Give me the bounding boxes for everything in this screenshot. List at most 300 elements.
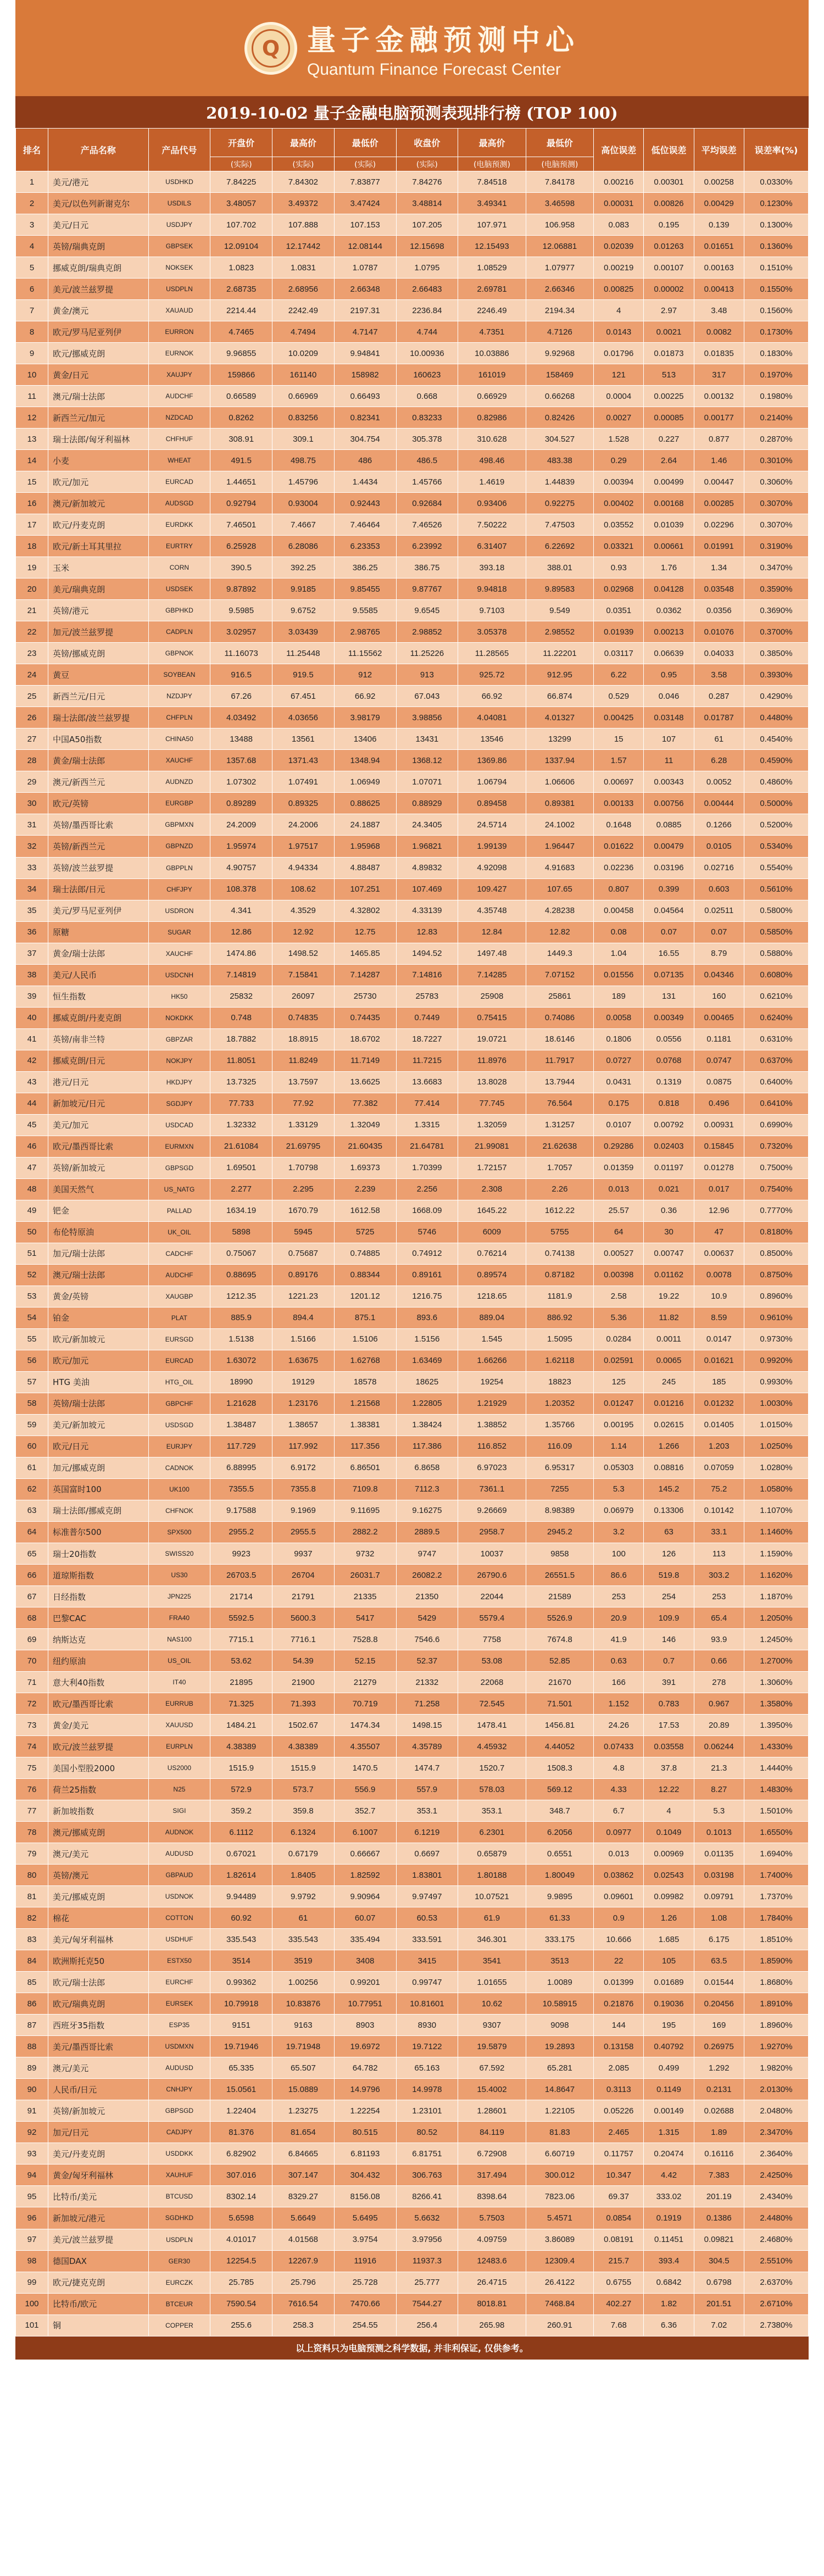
high-cell: 1498.52 (272, 943, 335, 964)
rank-cell: 60 (16, 1436, 48, 1457)
high-cell: 3519 (272, 1950, 335, 1972)
rank-cell: 15 (16, 471, 48, 493)
close-cell: 0.88929 (396, 793, 458, 814)
err-avg-cell: 0.01787 (694, 707, 744, 728)
low-cell: 80.515 (334, 2122, 396, 2143)
err-avg-cell: 0.287 (694, 686, 744, 707)
err-low-cell: 0.01039 (644, 514, 694, 536)
product-name-cell: 英镑/波兰兹罗提 (48, 857, 149, 878)
err-high-cell: 0.08 (594, 921, 644, 943)
pred-low-cell: 81.83 (526, 2122, 593, 2143)
err-low-cell: 0.13306 (644, 1500, 694, 1521)
close-cell: 1.63469 (396, 1350, 458, 1371)
rank-cell: 49 (16, 1200, 48, 1221)
err-avg-cell: 8.59 (694, 1307, 744, 1328)
pred-high-cell: 1478.41 (458, 1715, 526, 1736)
low-cell: 21335 (334, 1586, 396, 1607)
rank-cell: 25 (16, 686, 48, 707)
low-cell: 70.719 (334, 1693, 396, 1715)
low-cell: 24.1887 (334, 814, 396, 836)
open-cell: 9.94489 (210, 1886, 272, 1907)
err-avg-cell: 0.01076 (694, 621, 744, 643)
product-code-cell: ESP35 (148, 2015, 210, 2036)
err-pct-cell: 0.7320% (744, 1136, 808, 1157)
low-cell: 5.6495 (334, 2207, 396, 2229)
rank-cell: 35 (16, 900, 48, 921)
product-code-cell: XAUCHF (148, 943, 210, 964)
err-pct-cell: 0.3470% (744, 557, 808, 578)
rank-cell: 26 (16, 707, 48, 728)
product-code-cell: USDSEK (148, 578, 210, 600)
err-avg-cell: 303.2 (694, 1565, 744, 1586)
pred-low-cell: 886.92 (526, 1307, 593, 1328)
err-low-cell: 63 (644, 1521, 694, 1543)
product-code-cell: EURJPY (148, 1436, 210, 1457)
err-pct-cell: 0.2140% (744, 407, 808, 429)
product-name-cell: 美元/日元 (48, 214, 149, 236)
open-cell: 5898 (210, 1221, 272, 1243)
open-cell: 1474.86 (210, 943, 272, 964)
close-cell: 11.25226 (396, 643, 458, 664)
open-cell: 7.14819 (210, 964, 272, 986)
table-row (16, 2186, 809, 2207)
err-low-cell: 0.021 (644, 1178, 694, 1200)
err-low-cell: 0.0885 (644, 814, 694, 836)
err-low-cell: 131 (644, 986, 694, 1007)
table-row (16, 1800, 809, 1822)
pred-high-cell: 310.628 (458, 429, 526, 450)
pred-high-cell: 393.18 (458, 557, 526, 578)
high-cell: 21900 (272, 1672, 335, 1693)
open-cell: 21895 (210, 1672, 272, 1693)
product-code-cell: XAUAUD (148, 300, 210, 321)
err-low-cell: 1.26 (644, 1907, 694, 1929)
err-pct-cell: 0.3190% (744, 536, 808, 557)
pred-high-cell: 1218.65 (458, 1286, 526, 1307)
close-cell: 1.5156 (396, 1328, 458, 1350)
product-name-cell: 英镑/挪威克朗 (48, 643, 149, 664)
pred-low-cell: 65.281 (526, 2057, 593, 2079)
product-code-cell: NZDCAD (148, 407, 210, 429)
err-low-cell: 146 (644, 1629, 694, 1650)
product-name-cell: 黄金/英镑 (48, 1286, 149, 1307)
err-low-cell: 0.11451 (644, 2229, 694, 2250)
table-row (16, 1607, 809, 1629)
high-cell: 4.01568 (272, 2229, 335, 2250)
high-cell: 10.0209 (272, 343, 335, 364)
low-cell: 1201.12 (334, 1286, 396, 1307)
product-code-cell: JPN225 (148, 1586, 210, 1607)
low-cell: 0.88344 (334, 1264, 396, 1286)
err-pct-cell: 2.0480% (744, 2100, 808, 2122)
pred-high-cell: 7.50222 (458, 514, 526, 536)
err-low-cell: 126 (644, 1543, 694, 1565)
high-cell: 11.8249 (272, 1050, 335, 1071)
open-cell: 9.96855 (210, 343, 272, 364)
table-row (16, 1757, 809, 1779)
high-cell: 3.49372 (272, 193, 335, 214)
table-row (16, 429, 809, 450)
err-high-cell: 0.00398 (594, 1264, 644, 1286)
close-cell: 12.83 (396, 921, 458, 943)
table-row (16, 2293, 809, 2314)
err-high-cell: 6.7 (594, 1800, 644, 1822)
err-low-cell: 30 (644, 1221, 694, 1243)
err-low-cell: 0.0556 (644, 1028, 694, 1050)
close-cell: 5746 (396, 1221, 458, 1243)
high-cell: 2242.49 (272, 300, 335, 321)
rank-cell: 6 (16, 279, 48, 300)
close-cell: 1498.15 (396, 1715, 458, 1736)
pred-low-cell: 19.2893 (526, 2036, 593, 2057)
err-high-cell: 64 (594, 1221, 644, 1243)
err-pct-cell: 1.2450% (744, 1629, 808, 1650)
close-cell: 26082.2 (396, 1565, 458, 1586)
table-row (16, 2165, 809, 2186)
rank-cell: 13 (16, 429, 48, 450)
product-name-cell: 美元/波兰兹罗提 (48, 279, 149, 300)
pred-low-cell: 304.527 (526, 429, 593, 450)
pred-high-cell: 66.92 (458, 686, 526, 707)
pred-high-cell: 1.21929 (458, 1393, 526, 1414)
high-cell: 7.4667 (272, 514, 335, 536)
table-row (16, 2036, 809, 2057)
close-cell: 3.97956 (396, 2229, 458, 2250)
open-cell: 7355.5 (210, 1478, 272, 1500)
err-high-cell: 0.0143 (594, 321, 644, 343)
product-code-cell: USDHKD (148, 171, 210, 193)
err-high-cell: 0.13158 (594, 2036, 644, 2057)
product-code-cell: GBPCHF (148, 1393, 210, 1414)
close-cell: 3415 (396, 1950, 458, 1972)
open-cell: 308.91 (210, 429, 272, 450)
close-cell: 11.7215 (396, 1050, 458, 1071)
high-cell: 6.28086 (272, 536, 335, 557)
err-high-cell: 0.00031 (594, 193, 644, 214)
product-code-cell: GBPMXN (148, 814, 210, 836)
err-high-cell: 1.14 (594, 1436, 644, 1457)
err-avg-cell: 278 (694, 1672, 744, 1693)
err-high-cell: 0.01622 (594, 836, 644, 857)
err-high-cell: 1.04 (594, 943, 644, 964)
close-cell: 19.7122 (396, 2036, 458, 2057)
product-code-cell: CHFJPY (148, 878, 210, 900)
product-code-cell: USDCAD (148, 1114, 210, 1136)
table-row (16, 471, 809, 493)
product-code-cell: EURCAD (148, 1350, 210, 1371)
err-avg-cell: 1.89 (694, 2122, 744, 2143)
close-cell: 13.6683 (396, 1071, 458, 1093)
table-row (16, 343, 809, 364)
err-low-cell: 0.1149 (644, 2079, 694, 2100)
pred-low-cell: 1.62118 (526, 1350, 593, 1371)
err-avg-cell: 0.00465 (694, 1007, 744, 1028)
err-pct-cell: 1.2050% (744, 1607, 808, 1629)
rank-cell: 75 (16, 1757, 48, 1779)
product-code-cell: XAUUSD (148, 1715, 210, 1736)
pred-low-cell: 1.7057 (526, 1157, 593, 1178)
pred-high-cell: 1.66266 (458, 1350, 526, 1371)
product-name-cell: 黄金/澳元 (48, 300, 149, 321)
open-cell: 255.6 (210, 2314, 272, 2336)
err-low-cell: 12.22 (644, 1779, 694, 1800)
err-high-cell: 0.6755 (594, 2272, 644, 2293)
product-code-cell: AUDUSD (148, 2057, 210, 2079)
product-code-cell: EURCZK (148, 2272, 210, 2293)
pred-high-cell: 3541 (458, 1950, 526, 1972)
pred-high-cell: 4.09759 (458, 2229, 526, 2250)
pred-high-cell: 12.84 (458, 921, 526, 943)
err-high-cell: 0.0351 (594, 600, 644, 621)
rank-cell: 24 (16, 664, 48, 686)
product-code-cell: SGDHKD (148, 2207, 210, 2229)
err-avg-cell: 8.79 (694, 943, 744, 964)
err-high-cell: 0.1648 (594, 814, 644, 836)
product-code-cell: GBPSGD (148, 1157, 210, 1178)
pred-low-cell: 1.96447 (526, 836, 593, 857)
rank-cell: 19 (16, 557, 48, 578)
product-name-cell: 欧洲斯托克50 (48, 1950, 149, 1972)
high-cell: 1515.9 (272, 1757, 335, 1779)
err-high-cell: 0.00133 (594, 793, 644, 814)
product-code-cell: EURRON (148, 321, 210, 343)
err-high-cell: 15 (594, 728, 644, 750)
open-cell: 1.21628 (210, 1393, 272, 1414)
err-avg-cell: 0.603 (694, 878, 744, 900)
open-cell: 0.75067 (210, 1243, 272, 1264)
err-low-cell: 0.1319 (644, 1071, 694, 1093)
err-avg-cell: 0.0875 (694, 1071, 744, 1093)
pred-high-cell: 1497.48 (458, 943, 526, 964)
pred-low-cell: 2.26 (526, 1178, 593, 1200)
high-cell: 4.94334 (272, 857, 335, 878)
err-avg-cell: 0.00931 (694, 1114, 744, 1136)
high-cell: 11.25448 (272, 643, 335, 664)
table-row (16, 1907, 809, 1929)
open-cell: 1.22404 (210, 2100, 272, 2122)
err-low-cell: 105 (644, 1950, 694, 1972)
err-low-cell: 0.00747 (644, 1243, 694, 1264)
product-name-cell: 澳元/美元 (48, 2057, 149, 2079)
table-row (16, 1136, 809, 1157)
rank-cell: 98 (16, 2250, 48, 2272)
high-cell: 0.67179 (272, 1843, 335, 1865)
close-cell: 3.98856 (396, 707, 458, 728)
err-low-cell: 1.685 (644, 1929, 694, 1950)
err-low-cell: 0.36 (644, 1200, 694, 1221)
col-rank: 排名 (16, 129, 48, 171)
open-cell: 2.68735 (210, 279, 272, 300)
high-cell: 81.654 (272, 2122, 335, 2143)
close-cell: 1.07071 (396, 771, 458, 793)
product-name-cell: 欧元/罗马尼亚列伊 (48, 321, 149, 343)
pred-high-cell: 1.01655 (458, 1972, 526, 1993)
err-pct-cell: 0.4480% (744, 707, 808, 728)
rank-cell: 84 (16, 1950, 48, 1972)
err-avg-cell: 0.00132 (694, 386, 744, 407)
open-cell: 491.5 (210, 450, 272, 471)
close-cell: 13431 (396, 728, 458, 750)
product-code-cell: US30 (148, 1565, 210, 1586)
table-row (16, 2079, 809, 2100)
pred-low-cell: 1.35766 (526, 1414, 593, 1436)
high-cell: 12.17442 (272, 236, 335, 257)
product-code-cell: EURRUB (148, 1693, 210, 1715)
pred-low-cell: 14.8647 (526, 2079, 593, 2100)
pred-high-cell: 9.94818 (458, 578, 526, 600)
high-cell: 7.15841 (272, 964, 335, 986)
rank-cell: 18 (16, 536, 48, 557)
table-row (16, 621, 809, 643)
err-low-cell: 11 (644, 750, 694, 771)
open-cell: 2955.2 (210, 1521, 272, 1543)
err-high-cell: 0.807 (594, 878, 644, 900)
err-pct-cell: 0.1550% (744, 279, 808, 300)
rank-cell: 101 (16, 2314, 48, 2336)
err-pct-cell: 1.0280% (744, 1457, 808, 1478)
high-cell: 6.9172 (272, 1457, 335, 1478)
high-cell: 5945 (272, 1221, 335, 1243)
pred-low-cell: 3.46598 (526, 193, 593, 214)
close-cell: 4.89832 (396, 857, 458, 878)
rank-cell: 3 (16, 214, 48, 236)
pred-low-cell: 26.4122 (526, 2272, 593, 2293)
open-cell: 4.341 (210, 900, 272, 921)
err-pct-cell: 0.9610% (744, 1307, 808, 1328)
low-cell: 13406 (334, 728, 396, 750)
product-code-cell: EURCHF (148, 1972, 210, 1993)
err-low-cell: 16.55 (644, 943, 694, 964)
rank-cell: 78 (16, 1822, 48, 1843)
pred-low-cell: 106.958 (526, 214, 593, 236)
err-avg-cell: 0.10142 (694, 1500, 744, 1521)
product-name-cell: 欧元/瑞士法郎 (48, 1972, 149, 1993)
col-close: 收盘价 (396, 129, 458, 157)
high-cell: 2.295 (272, 1178, 335, 1200)
header-banner (15, 0, 809, 96)
open-cell: 13488 (210, 728, 272, 750)
rank-cell: 64 (16, 1521, 48, 1543)
err-high-cell: 0.01399 (594, 1972, 644, 1993)
close-cell: 117.386 (396, 1436, 458, 1457)
product-code-cell: USDMXN (148, 2036, 210, 2057)
high-cell: 9163 (272, 2015, 335, 2036)
pred-high-cell: 2958.7 (458, 1521, 526, 1543)
err-avg-cell: 0.07059 (694, 1457, 744, 1478)
pred-low-cell: 25861 (526, 986, 593, 1007)
pred-low-cell: 21670 (526, 1672, 593, 1693)
rank-cell: 95 (16, 2186, 48, 2207)
high-cell: 1.33129 (272, 1114, 335, 1136)
err-avg-cell: 113 (694, 1543, 744, 1565)
close-cell: 9.6545 (396, 600, 458, 621)
err-avg-cell: 0.09821 (694, 2229, 744, 2250)
rank-cell: 38 (16, 964, 48, 986)
err-low-cell: 0.40792 (644, 2036, 694, 2057)
err-avg-cell: 0.01135 (694, 1843, 744, 1865)
close-cell: 52.37 (396, 1650, 458, 1672)
pred-high-cell: 1.80188 (458, 1865, 526, 1886)
high-cell: 19.71948 (272, 2036, 335, 2057)
open-cell: 3.48057 (210, 193, 272, 214)
pred-high-cell: 19254 (458, 1371, 526, 1393)
close-cell: 1.3315 (396, 1114, 458, 1136)
err-avg-cell: 0.1181 (694, 1028, 744, 1050)
close-cell: 3.48814 (396, 193, 458, 214)
product-name-cell: 英镑/港元 (48, 600, 149, 621)
pred-low-cell: 5755 (526, 1221, 593, 1243)
low-cell: 1.22254 (334, 2100, 396, 2122)
report-title: 2019-10-02 量子金融电脑预测表现排行榜 (TOP 100) (15, 96, 809, 128)
rank-cell: 100 (16, 2293, 48, 2314)
err-high-cell: 0.00219 (594, 257, 644, 279)
pred-high-cell: 925.72 (458, 664, 526, 686)
product-name-cell: 黄金/瑞士法郎 (48, 943, 149, 964)
table-row (16, 1736, 809, 1757)
rank-cell: 28 (16, 750, 48, 771)
pred-low-cell: 2945.2 (526, 1521, 593, 1543)
product-name-cell: 布伦特原油 (48, 1221, 149, 1243)
product-code-cell: USDPLN (148, 279, 210, 300)
close-cell: 7.84276 (396, 171, 458, 193)
err-high-cell: 1.57 (594, 750, 644, 771)
close-cell: 2889.5 (396, 1521, 458, 1543)
open-cell: 5.6598 (210, 2207, 272, 2229)
table-row (16, 1093, 809, 1114)
product-name-cell: 英国富时100 (48, 1478, 149, 1500)
err-avg-cell: 169 (694, 2015, 744, 2036)
product-name-cell: 巴黎CAC (48, 1607, 149, 1629)
err-pct-cell: 0.1560% (744, 300, 808, 321)
close-cell: 1.0795 (396, 257, 458, 279)
product-name-cell: 欧元/新加坡元 (48, 1328, 149, 1350)
pred-high-cell: 265.98 (458, 2314, 526, 2336)
rank-cell: 16 (16, 493, 48, 514)
pred-low-cell: 0.6551 (526, 1843, 593, 1865)
product-code-cell: USDJPY (148, 214, 210, 236)
product-code-cell: GBPPLN (148, 857, 210, 878)
low-cell: 1474.34 (334, 1715, 396, 1736)
err-high-cell: 0.0004 (594, 386, 644, 407)
product-name-cell: 加元/日元 (48, 2122, 149, 2143)
high-cell: 7616.54 (272, 2293, 335, 2314)
product-name-cell: 道琼斯指数 (48, 1565, 149, 1586)
err-avg-cell: 93.9 (694, 1629, 744, 1650)
err-low-cell: 1.76 (644, 557, 694, 578)
low-cell: 9.94841 (334, 343, 396, 364)
err-low-cell: 0.00085 (644, 407, 694, 429)
rank-cell: 93 (16, 2143, 48, 2165)
product-code-cell: IT40 (148, 1672, 210, 1693)
product-name-cell: 瑞士法郎/挪威克朗 (48, 1500, 149, 1521)
product-code-cell: XAUJPY (148, 364, 210, 386)
table-row (16, 836, 809, 857)
table-row (16, 943, 809, 964)
rank-cell: 47 (16, 1157, 48, 1178)
err-avg-cell: 0.0356 (694, 600, 744, 621)
err-low-cell: 0.03558 (644, 1736, 694, 1757)
low-cell: 4.32802 (334, 900, 396, 921)
product-name-cell: 美元/瑞典克朗 (48, 578, 149, 600)
product-name-cell: 原糖 (48, 921, 149, 943)
err-high-cell: 4.33 (594, 1779, 644, 1800)
low-cell: 1.0787 (334, 257, 396, 279)
pred-low-cell: 4.7126 (526, 321, 593, 343)
product-name-cell: 挪威克朗/丹麦克朗 (48, 1007, 149, 1028)
product-code-cell: US2000 (148, 1757, 210, 1779)
open-cell: 24.2009 (210, 814, 272, 836)
table-row (16, 171, 809, 193)
